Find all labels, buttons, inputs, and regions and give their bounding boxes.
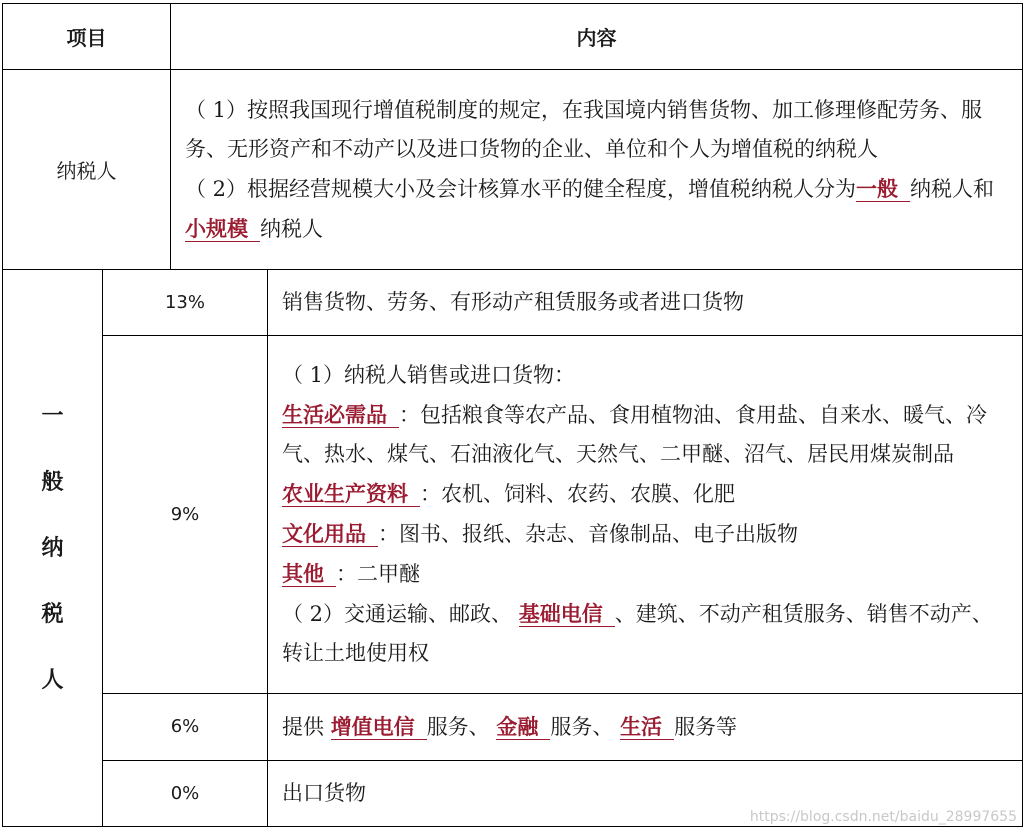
rate-13-content: 销售货物、劳务、有形动产租赁服务或者进口货物 — [268, 270, 1023, 336]
agri-row — [282, 474, 1012, 514]
general-label-char: 人 — [41, 667, 64, 694]
other-text: ：二甲醚 — [336, 562, 420, 587]
necessities-row — [282, 395, 1012, 474]
life-blank: 生活 — [620, 714, 674, 740]
p2-prefix: （ 2）根据经营规模大小及会计核算水平的健全程度，增值税纳税人分为 — [185, 176, 857, 201]
necessities-text: ：包括粮食等农产品、食用植物油、食用盐、自来水、暖气、冷气、热水、煤气、石油液化气、天然气、二甲醚、沼气、居民用煤炭制品 — [282, 403, 987, 467]
other-row — [282, 554, 1012, 594]
general-taxpayer-blank: 一般 — [856, 176, 910, 202]
p2-mid: 纳税人和 — [910, 176, 995, 201]
rate-6-prefix: 提供 — [282, 714, 324, 739]
rate-6-suffix: 服务等 — [674, 714, 738, 739]
rate-0-content: 出口货物 — [268, 760, 1023, 826]
line2-suffix: 、建筑、不动产租赁服务、销售不动产、转让土地使用权 — [282, 602, 993, 666]
rate-13: 13% — [103, 270, 268, 336]
header-content: 内容 — [171, 4, 1023, 70]
small-scale-taxpayer-blank: 小规模 — [185, 216, 260, 242]
rate-9-line-2 — [282, 594, 1012, 673]
rate-6-content — [268, 693, 1023, 760]
rate-6-mid-2: 服务、 — [550, 714, 614, 739]
watermark: https://blog.csdn.net/baidu_28997655 — [749, 809, 1017, 825]
culture-text: ：图书、报纸、杂志、音像制品、电子出版物 — [378, 522, 798, 547]
line2-prefix: （ 2）交通运输、邮政、 — [282, 602, 513, 627]
rate-9-line-1: （ 1）纳税人销售或进口货物： — [282, 363, 576, 388]
general-taxpayer-label — [3, 270, 103, 827]
taxpayer-content — [171, 70, 1023, 270]
culture-row — [282, 514, 1012, 554]
value-added-telecom-blank: 增值电信 — [331, 714, 427, 740]
agri-text: ：农机、饲料、农药、农膜、化肥 — [420, 482, 735, 507]
culture-label: 文化用品 — [282, 521, 378, 547]
p2-suffix: 纳税人 — [260, 216, 323, 241]
rate-9-content — [268, 336, 1023, 693]
general-label-char: 纳 — [41, 535, 64, 562]
rate-6: 6% — [103, 693, 268, 760]
general-label-char: 一 — [41, 403, 64, 430]
basic-telecom-blank: 基础电信 — [519, 601, 615, 627]
other-label: 其他 — [282, 561, 336, 587]
taxpayer-paragraph-2 — [185, 169, 1012, 249]
vat-table — [2, 3, 1023, 827]
rate-9: 9% — [103, 336, 268, 693]
taxpayer-label: 纳税人 — [3, 70, 171, 270]
general-label-char: 税 — [41, 601, 64, 628]
header-item: 项目 — [3, 4, 171, 70]
finance-blank: 金融 — [496, 714, 550, 740]
agri-label: 农业生产资料 — [282, 481, 420, 507]
taxpayer-paragraph-1: （ 1）按照我国现行增值税制度的规定，在我国境内销售货物、加工修理修配劳务、服务、无形资产和不动产以及进口货物的企业、单位和个人为增值税的纳税人 — [185, 97, 983, 161]
rate-6-mid-1: 服务、 — [426, 714, 490, 739]
necessities-label: 生活必需品 — [282, 402, 399, 428]
general-label-char: 般 — [41, 469, 64, 496]
rate-0: 0% — [103, 760, 268, 826]
